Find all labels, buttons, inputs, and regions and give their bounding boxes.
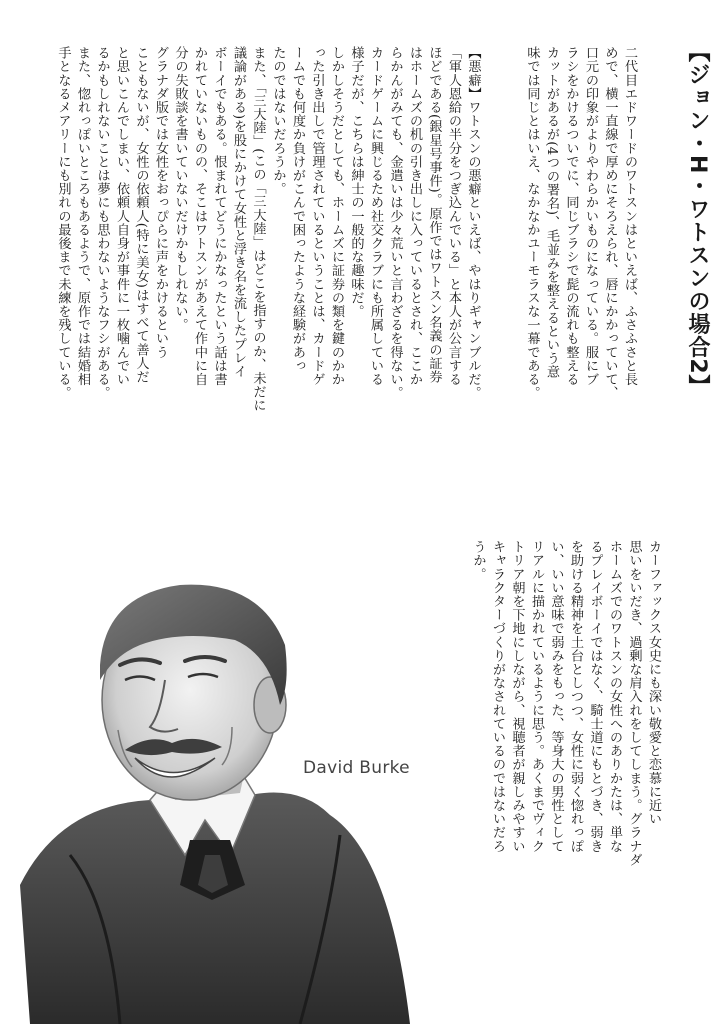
text-line: らかんがみても、金遣いは少々荒いと言わざるを得ない。 (387, 46, 403, 400)
portrait-caption: David Burke (303, 758, 410, 778)
text-column-conclusion (468, 540, 663, 1018)
text-line: 手となるメアリーにも別れの最後まで未練を残している。 (55, 46, 71, 400)
text-line: るかもしれないことは夢にも思わないようなフシがある。 (94, 46, 110, 400)
text-line: また、「三大陸」(この「三大陸」はどこを指すのか、未だに (250, 46, 266, 413)
text-line: キャラクターづくりがなされているのではないだろ (490, 540, 505, 853)
text-line: るプレイボーイではなく、騎士道にもとづき、弱き (587, 540, 603, 853)
text-line: 口元の印象がよりやわらかいものになっている。服にブ (583, 46, 598, 386)
text-line: かれていないものの、そこはワトスンがあえて作中に自 (192, 46, 207, 386)
text-line: ームでも何度か負けがこんで困ったような経験があっ (290, 46, 305, 373)
text-line: った引き出しで管理されているということは、カードゲ (309, 46, 325, 386)
text-line: い、いい意味で弱みをもった、等身大の男性として (548, 540, 564, 853)
text-column-moustache (522, 46, 639, 516)
text-line: 「軍人恩給の半分をつぎ込んでいる」と本人が公言する (446, 46, 461, 386)
text-line: 様子だが、こちらは紳士の一般的な趣味だ。 (348, 46, 364, 318)
text-line: はホームズの机の引き出しに入っているとされ、ここか (407, 46, 422, 386)
text-line: 【悪癖】ワトスンの悪癖といえば、やはりギャンブルだ。 (465, 46, 481, 400)
text-line: グラナダ版では女性をおっぴらに声をかけるという (153, 46, 168, 359)
text-line: ほどである(銀星号事件)。原作ではワトスン名義の証券 (426, 46, 442, 384)
text-line: また、惚れっぽいところもあるようで、原作では結婚相 (75, 46, 90, 386)
text-line: カットがあるが(4つの署名)、毛並みを整えるという意 (544, 46, 559, 379)
text-line: こともないが、女性の依頼人(特に美女)はすべて善人だ (133, 46, 149, 384)
text-line: リアルに描かれているように思う。あくまでヴィク (529, 540, 544, 853)
text-line: 思いをいだき、過剰な肩入れをしてしまう。グラナダ (626, 540, 642, 867)
text-line: ボーイでもある。恨まれてどうにかなったという話は書 (211, 46, 227, 386)
text-line: うか。 (470, 540, 486, 581)
text-line: と思いこんでしまい、依頼人自身が事件に一枚噛んでい (114, 46, 129, 386)
text-line: たのではないだろうか。 (270, 46, 286, 196)
text-line: 二代目エドワードのワトスンはといえば、ふさふさと長 (622, 46, 637, 386)
portrait-illustration (0, 555, 470, 1024)
text-line: しかしそうだとしても、ホームズに証券の類を鍵のかか (329, 46, 344, 386)
text-line: を助ける精神を土台としつつ、女性に弱く惚れっぽ (568, 540, 583, 853)
text-line: カードゲームに興じるため社交クラブにも所属している (368, 46, 383, 386)
text-line: 味では同じとはいえ、なかなかユーモラスな一幕である。 (524, 46, 540, 400)
text-line: トリア朝を下地にしながら、視聴者が親しみやすい (509, 540, 525, 853)
text-line: めで、横一直線で厚めにそろえられ、唇にかかっていて、 (602, 46, 618, 400)
text-line: ラシをかけるついでに、同じブラシで髭の流れも整える (563, 46, 579, 386)
text-column-playboy (53, 46, 268, 516)
text-line: 議論がある)を股にかけて女性と浮き名を流したプレイ (231, 46, 246, 378)
text-line: カーファックス女史にも深い敬愛と恋慕に近い (646, 540, 661, 826)
text-line: ホームズでのワトスンの女性へのありかたは、単な (607, 540, 622, 853)
section-heading: 【ジョン・H・ワトスンの場合2】 (685, 40, 710, 398)
text-column-bad-habit (268, 46, 483, 516)
text-line: 分の失敗談を書いていないだけかもしれない。 (172, 46, 188, 332)
